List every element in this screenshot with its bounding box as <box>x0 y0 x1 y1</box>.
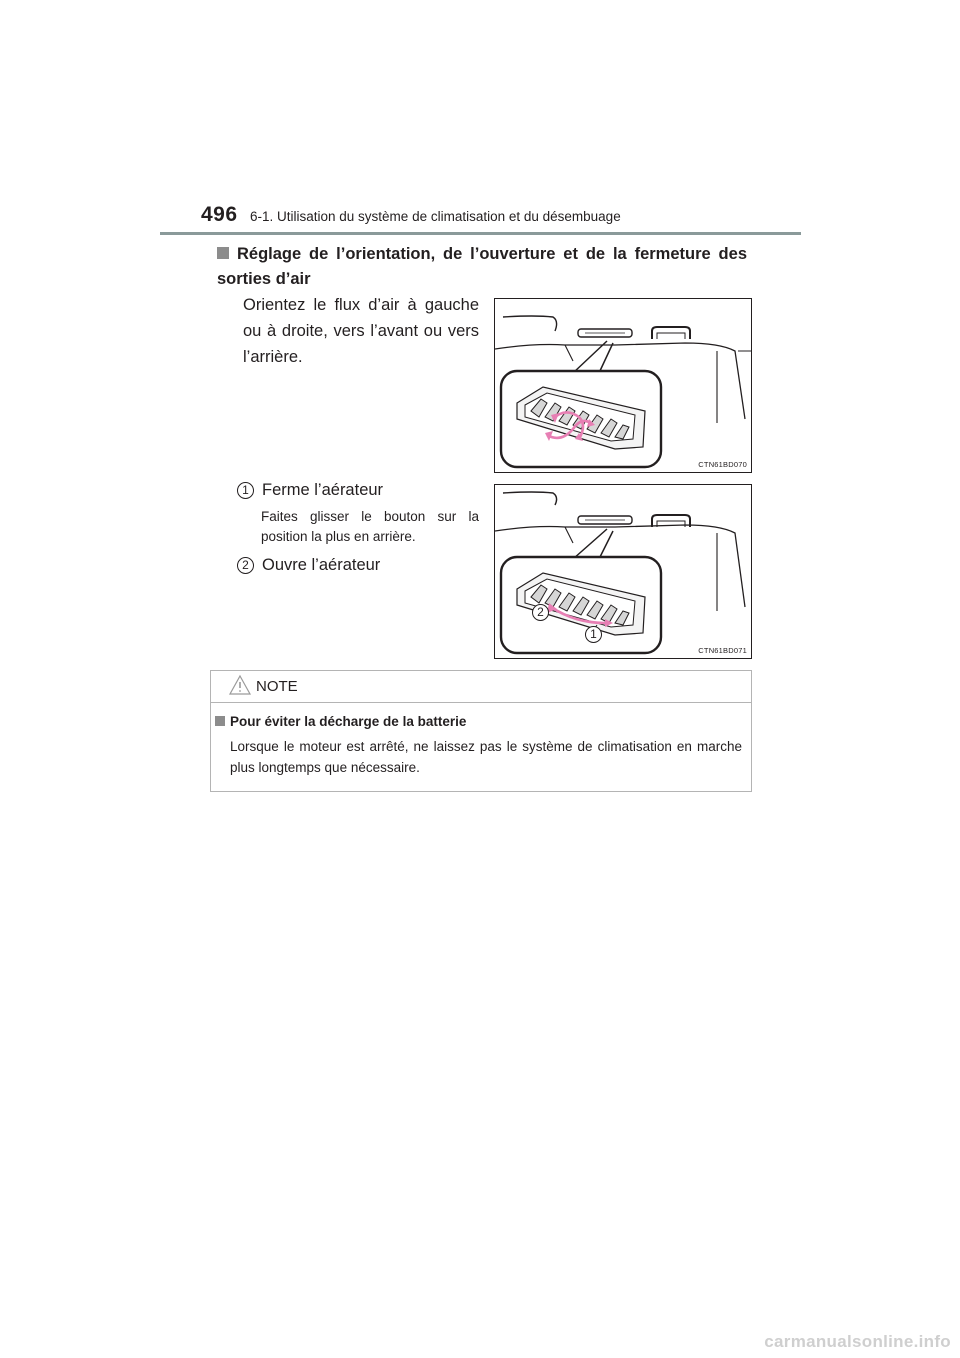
callout-1: 1 <box>585 626 602 643</box>
section-heading <box>217 242 747 292</box>
figure-code: CTN61BD070 <box>698 460 747 469</box>
step-label: Ouvre l’aérateur <box>262 556 381 574</box>
vent-slider-illustration <box>495 485 751 658</box>
step-number-badge: 1 <box>237 482 254 499</box>
callout-2: 2 <box>532 604 549 621</box>
step-description: Faites glisser le bouton sur la position la plus en arrière. <box>261 509 479 544</box>
note-header <box>211 671 751 703</box>
note-subheading-text: Pour éviter la décharge de la batterie <box>230 714 467 729</box>
note-subheading <box>215 714 466 729</box>
section-body: Orientez le flux d’air à gauche ou à droite, vers l’avant ou vers l’arrière. <box>243 296 479 366</box>
watermark: carmanualsonline.info <box>764 1332 951 1351</box>
step-label: Ferme l’aérateur <box>262 481 384 499</box>
vent-direction-illustration <box>495 299 751 472</box>
step-number-badge: 2 <box>237 557 254 574</box>
figure-code: CTN61BD071 <box>698 646 747 655</box>
page-number: 496 <box>201 203 238 226</box>
section-heading-text: Réglage de l’orientation, de l’ouverture et de la fermeture des sorties d’air <box>217 245 747 288</box>
header-rule <box>160 232 801 235</box>
figure-vent-direction <box>494 298 752 473</box>
square-bullet-icon <box>217 247 229 259</box>
square-bullet-icon <box>215 716 225 726</box>
chapter-title: 6-1. Utilisation du système de climatisation et du désembuage <box>250 209 621 224</box>
note-title: NOTE <box>256 678 298 695</box>
warning-triangle-icon <box>228 674 252 696</box>
figure-vent-slider <box>494 484 752 659</box>
note-text: Lorsque le moteur est arrêté, ne laissez pas le système de climatisation en marche plus longtemps que nécessaire. <box>230 739 742 775</box>
note-box <box>210 670 752 792</box>
